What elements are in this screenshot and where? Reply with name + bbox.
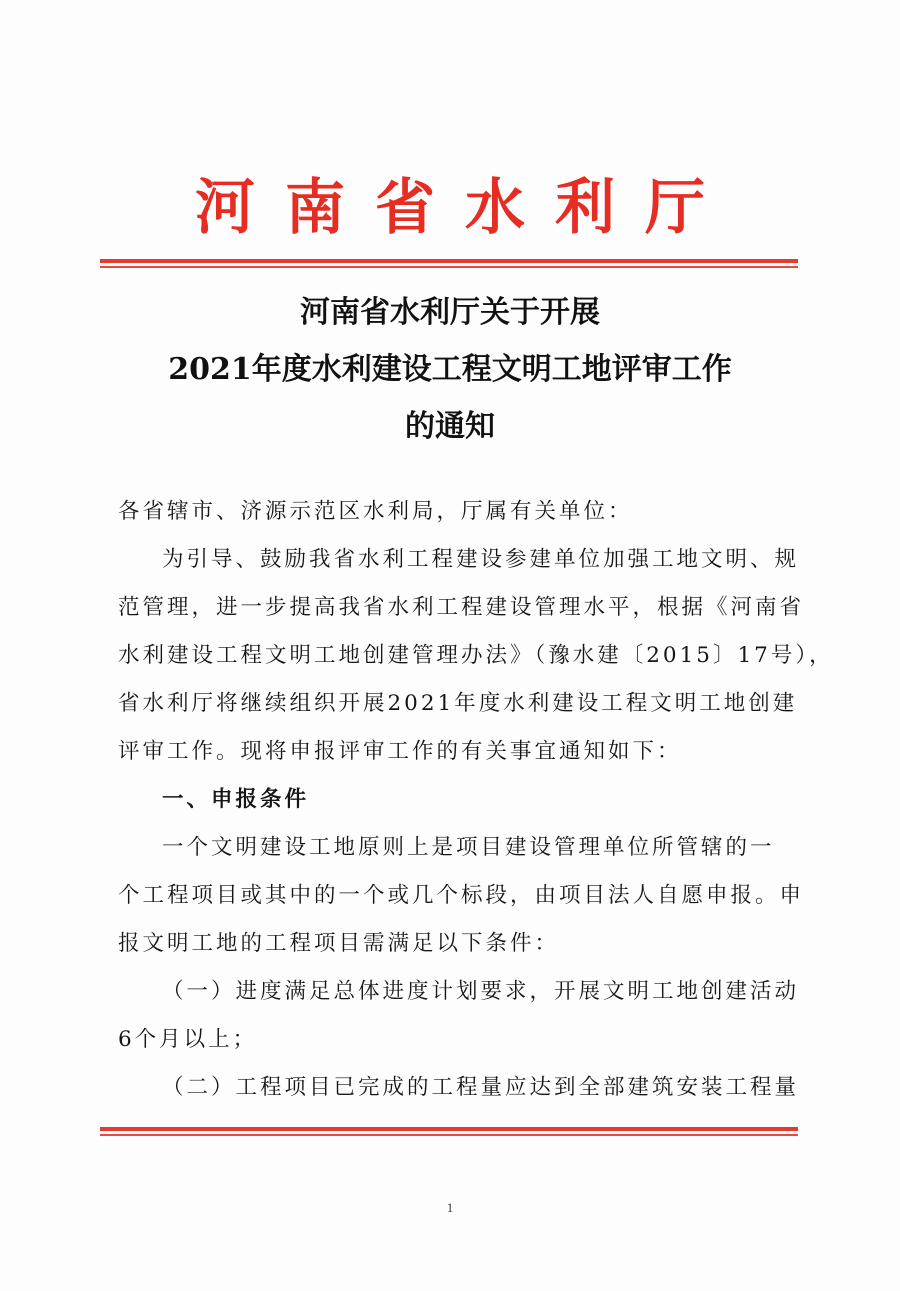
title-line-2: 2021年度水利建设工程文明工地评审工作 (168, 352, 732, 387)
section-heading-application-conditions: 一、申报条件 (162, 787, 310, 812)
intro-line-4: 省水利厅将继续组织开展2021年度水利建设工程文明工地创建 (118, 691, 798, 716)
page-number: 1 (446, 1200, 454, 1215)
footer-rule-thick (100, 1127, 798, 1131)
intro-line-2: 范管理，进一步提高我省水利工程建设管理水平，根据《河南省 (118, 595, 805, 620)
item2-line-1: （二）工程项目已完成的工程量应达到全部建筑安装工程量 (162, 1075, 800, 1100)
document-title (100, 284, 800, 455)
title-line-1: 河南省水利厅关于开展 (300, 295, 600, 330)
red-rule-thin (100, 266, 798, 268)
footer-red-rule (100, 1127, 798, 1136)
red-rule-thick (100, 259, 798, 263)
section1-line-1: 一个文明建设工地原则上是项目建设管理单位所管辖的一 (162, 835, 775, 860)
item1-line-1: （一）进度满足总体进度计划要求，开展文明工地创建活动 (162, 979, 800, 1004)
intro-line-1: 为引导、鼓励我省水利工程建设参建单位加强工地文明、规 (162, 547, 800, 572)
title-line-3: 的通知 (405, 409, 495, 444)
masthead-red-rule (100, 259, 798, 268)
section1-line-3: 报文明工地的工程项目需满足以下条件： (118, 931, 560, 956)
addressee: 各省辖市、济源示范区水利局，厅属有关单位： (118, 499, 633, 524)
intro-line-3: 水利建设工程文明工地创建管理办法》（豫水建〔2015〕17号）， (118, 643, 834, 668)
item1-line-2: 6个月以上； (118, 1027, 258, 1052)
footer-rule-thin (100, 1134, 798, 1136)
document-body (118, 488, 834, 1112)
intro-line-5: 评审工作。现将申报评审工作的有关事宜通知如下： (118, 739, 682, 764)
section1-line-2: 个工程项目或其中的一个或几个标段，由项目法人自愿申报。申 (118, 883, 805, 908)
masthead-org-name: 河南省水利厅 (195, 173, 735, 243)
